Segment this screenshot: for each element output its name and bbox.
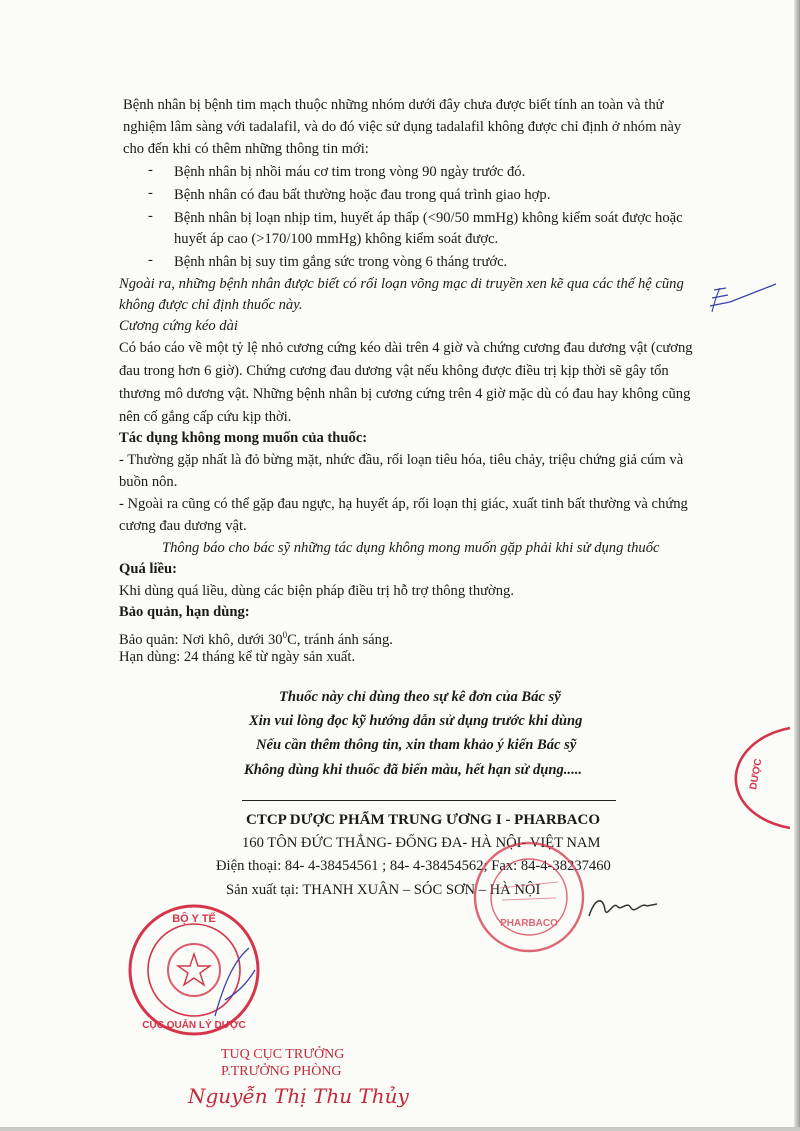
side-effects-heading: Tác dụng không mong muốn của thuốc: <box>119 430 368 446</box>
heart-intro-line-3: cho đến khi có thêm những thông tin mới: <box>123 141 369 157</box>
warning-line-3: Nếu cần thêm thông tin, xin tham khảo ý kiến Bác sỹ <box>256 737 577 753</box>
expiry-line: Hạn dùng: 24 tháng kể từ ngày sản xuất. <box>119 649 356 665</box>
bullet-dash: - <box>148 208 153 224</box>
director-signature <box>585 888 665 924</box>
bullet-dash: - <box>148 252 153 268</box>
ministry-stamp-bottom-text: CỤC QUẢN LÝ DƯỢC <box>142 1020 246 1031</box>
overdose-heading: Quá liều: <box>119 561 177 577</box>
edge-stamp-text: DƯỢC <box>748 757 765 791</box>
warning-line-2: Xin vui lòng đọc kỹ hướng dẫn sử dụng trước khi dùng <box>249 713 583 729</box>
heart-note-line-2: không được chỉ định thuốc này. <box>119 297 303 313</box>
margin-pen-mark <box>700 282 780 316</box>
signature-name: Nguyễn Thị Thu Thủy <box>188 1084 409 1108</box>
priapism-line-3: thương mô dương vật. Những bệnh nhân bị cương cứng trên 4 giờ mặc dù có đau hay không cũng <box>119 386 691 402</box>
side-effects-notice: Thông báo cho bác sỹ những tác dụng không mong muốn gặp phải khi sử dụng thuốc <box>162 540 660 556</box>
side-effects-line-3: - Ngoài ra cũng có thể gặp đau ngực, hạ huyết áp, rối loạn thị giác, xuất tinh bất thường và chứng <box>119 496 688 512</box>
bullet-item: Bệnh nhân bị nhồi máu cơ tim trong vòng 90 ngày trước đó. <box>174 164 526 180</box>
storage-heading: Bảo quản, hạn dùng: <box>119 604 250 620</box>
bullet-item: Bệnh nhân có đau bất thường hoặc đau trong quá trình giao hợp. <box>174 187 551 203</box>
bullet-dash: - <box>148 162 153 178</box>
ministry-stamp-top-text: BỘ Y TẾ <box>172 913 216 925</box>
bullet-item: Bệnh nhân bị suy tim gắng sức trong vòng 6 tháng trước. <box>174 254 508 270</box>
company-name: CTCP DƯỢC PHẨM TRUNG ƯƠNG I - PHARBACO <box>246 812 601 828</box>
scan-edge-right <box>794 0 800 1131</box>
company-phone: Điện thoại: 84- 4-38454561 ; 84- 4-38454562; Fax: 84-4-38237460 <box>216 858 611 874</box>
pharbaco-stamp <box>470 838 588 956</box>
heart-note-line-1: Ngoài ra, những bệnh nhân được biết có rối loạn võng mạc di truyền xen kẽ qua các thế hệ cũng <box>119 276 684 292</box>
storage-suffix: C, tránh ánh sáng. <box>287 631 393 648</box>
warning-line-1: Thuốc này chỉ dùng theo sự kê đơn của Bác sỹ <box>279 689 561 705</box>
side-effects-line-1: - Thường gặp nhất là đỏ bừng mặt, nhức đầu, rối loạn tiêu hóa, tiêu chảy, triệu chứng giả cúm và <box>119 452 684 468</box>
signature-title-1: TUQ CỤC TRƯỞNG <box>221 1047 345 1062</box>
bullet-dash: - <box>148 185 153 201</box>
pharbaco-stamp-text: PHARBACO <box>500 918 558 929</box>
warning-line-4: Không dùng khi thuốc đã biến màu, hết hạn sử dụng..... <box>244 762 583 778</box>
side-effects-line-2: buồn nôn. <box>119 474 178 490</box>
heart-intro-line-2: nghiệm lâm sàng với tadalafil, và do đó việc sử dụng tadalafil không được chỉ định ở nhóm này <box>123 119 682 135</box>
heart-intro-line-1: Bệnh nhân bị bệnh tim mạch thuộc những nhóm dưới đây chưa được biết tính an toàn và thử <box>123 97 664 113</box>
footer-divider <box>242 800 616 801</box>
bullet-item: Bệnh nhân bị loạn nhịp tim, huyết áp thấp (<90/50 mmHg) không kiểm soát được hoặc <box>174 210 683 226</box>
priapism-line-1: Có báo cáo về một tỷ lệ nhỏ cương cứng kéo dài trên 4 giờ và chứng cương đau dương vật (cương <box>119 340 693 356</box>
priapism-heading: Cương cứng kéo dài <box>119 318 238 334</box>
priapism-line-4: nên cố gắng cấp cứu kịp thời. <box>119 409 292 425</box>
overdose-body: Khi dùng quá liều, dùng các biện pháp điều trị hỗ trợ thông thường. <box>119 583 515 599</box>
bullet-item-continuation: huyết áp cao (>170/100 mmHg) không kiểm soát được. <box>174 231 499 247</box>
priapism-line-2: đau trong hơn 6 giờ). Chứng cương đau dương vật nếu không được điều trị kịp thời sẽ gây tổn <box>119 363 669 379</box>
signature-title-2: P.TRƯỞNG PHÒNG <box>221 1064 342 1079</box>
storage-degree: 0 <box>282 630 288 640</box>
company-address: 160 TÔN ĐỨC THẮNG- ĐỐNG ĐA- HÀ NỘI- VIỆT NAM <box>242 835 601 851</box>
scan-edge-bottom <box>0 1127 800 1131</box>
storage-prefix: Bảo quản: Nơi khô, dưới 30 <box>119 631 283 648</box>
side-effects-line-4: cương đau dương vật. <box>119 518 247 534</box>
storage-line <box>119 626 393 649</box>
ministry-stamp-signature <box>205 940 265 1020</box>
company-factory: Sản xuất tại: THANH XUÂN – SÓC SƠN – HÀ NỘI <box>226 882 541 898</box>
edge-stamp <box>730 722 794 832</box>
